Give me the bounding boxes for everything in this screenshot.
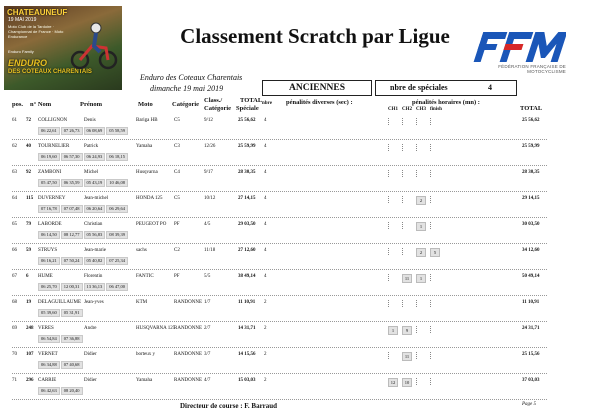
row-nbre: 4 — [264, 118, 267, 123]
header-ch2: CH2 — [402, 107, 412, 112]
row-pos: 68 — [12, 300, 17, 305]
row-moto: Yamaha — [136, 378, 153, 383]
row-lastname: LABORDE — [38, 222, 62, 227]
lap-time: 06 19,60 — [38, 153, 60, 161]
lap-times — [38, 257, 129, 264]
row-firstname: Christian — [84, 222, 103, 227]
row-moto: HUSQVARNA 125 — [136, 326, 176, 331]
row-pen-ch3: 2 — [416, 248, 426, 257]
header-category: Catégorie — [172, 101, 200, 108]
event-date: dimanche 19 mai 2019 — [150, 84, 224, 93]
row-pen-ch1 — [388, 170, 397, 177]
row-total: 25 59,99 — [522, 144, 540, 149]
lap-time: 06 29,64 — [106, 205, 128, 213]
row-pen-ch1: 12 — [388, 378, 398, 387]
table-row — [12, 297, 547, 322]
row-nbre: 2 — [264, 378, 267, 383]
row-class: 9/12 — [204, 118, 213, 123]
event-name: Enduro des Coteaux Charentais — [140, 73, 243, 82]
row-moto: Husqvarna — [136, 170, 158, 175]
row-firstname: Andre — [84, 326, 97, 331]
header-name: n° Nom — [30, 101, 52, 108]
lap-times — [38, 153, 129, 160]
lap-time: 08 39,39 — [106, 231, 128, 239]
row-total-special: 27 14,15 — [238, 196, 256, 201]
row-total: 30 03,50 — [522, 222, 540, 227]
specials-count: 4 — [488, 83, 492, 92]
lap-time: 06 47,00 — [106, 283, 128, 291]
row-pen-ch3: 1 — [416, 274, 426, 283]
row-pen-ch1 — [388, 352, 397, 359]
lap-time: 10 46,08 — [106, 179, 128, 187]
row-total-special: 38 49,14 — [238, 274, 256, 279]
row-category: RANDONNE — [174, 352, 203, 357]
row-pen-ch2 — [402, 118, 411, 125]
row-firstname: Denis — [84, 118, 96, 123]
row-total-special: 11 10,91 — [238, 300, 256, 305]
row-class: 4/7 — [204, 378, 211, 383]
header-finish: finish — [430, 107, 442, 112]
poster-line4: Enduro Family — [8, 49, 34, 54]
row-pos: 63 — [12, 170, 17, 175]
lap-time: 07 26,73 — [61, 127, 83, 135]
row-category: C5 — [174, 196, 180, 201]
row-moto: FANTIC — [136, 274, 154, 279]
header-moto: Moto — [138, 101, 153, 108]
row-firstname: Florentin — [84, 274, 103, 279]
row-pen-ch3 — [416, 170, 425, 177]
lap-time: 06 24,93 — [84, 153, 106, 161]
poster-line2: 19 MAI 2019 — [8, 17, 37, 23]
row-total: 29 14,15 — [522, 196, 540, 201]
row-class: 9/17 — [204, 170, 213, 175]
lap-time: 05 40,82 — [84, 257, 106, 265]
row-number: 19 — [26, 300, 31, 305]
header-class-top: Class./ — [204, 97, 223, 104]
lap-time: 05 39,60 — [38, 309, 60, 317]
lap-time: 06 20,64 — [84, 205, 106, 213]
lap-time: 08 12,77 — [61, 231, 83, 239]
row-number: 72 — [26, 118, 31, 123]
table-row — [12, 375, 547, 400]
row-nbre: 4 — [264, 144, 267, 149]
header-pen-hor: pénalités horaires (mn) : — [412, 99, 480, 106]
row-lastname: DUVERNEY — [38, 196, 66, 201]
row-pen-ch3 — [416, 118, 425, 125]
row-category: C3 — [174, 144, 180, 149]
header-total: TOTAL — [520, 105, 543, 112]
lap-times — [38, 309, 84, 316]
row-moto: HONDA 125 — [136, 196, 163, 201]
lap-time: 05 47,50 — [38, 179, 60, 187]
row-pen-ch2: 10 — [402, 378, 412, 387]
row-number: 40 — [26, 144, 31, 149]
row-class: 3/7 — [204, 352, 211, 357]
row-number: 92 — [26, 170, 31, 175]
page-title: Classement Scratch par Ligue — [180, 24, 450, 48]
row-total-special: 28 30,35 — [238, 170, 256, 175]
row-pen-ch3 — [416, 378, 425, 385]
row-category: C2 — [174, 248, 180, 253]
row-number: 115 — [26, 196, 34, 201]
row-nbre: 4 — [264, 248, 267, 253]
row-pen-finish: 5 — [430, 248, 440, 257]
lap-time: 06 08,69 — [84, 127, 106, 135]
row-class: 10/12 — [204, 196, 216, 201]
lap-time: 05 58,59 — [106, 127, 128, 135]
event-poster — [4, 6, 122, 90]
row-moto: Bariga HB — [136, 118, 158, 123]
lap-time: 07 40,68 — [61, 361, 83, 369]
table-row — [12, 349, 547, 374]
row-pos: 66 — [12, 248, 17, 253]
row-category: RANDONNE — [174, 300, 203, 305]
poster-line1: CHATEAUNEUF — [7, 8, 68, 17]
row-pen-finish — [430, 300, 439, 307]
row-number: 248 — [26, 326, 34, 331]
row-class: 12/26 — [204, 144, 216, 149]
row-pos: 70 — [12, 352, 17, 357]
row-lastname: ZAMBONI — [38, 170, 62, 175]
lap-times — [38, 387, 84, 394]
lap-time: 06 34,88 — [38, 361, 60, 369]
lap-time: 07 07,48 — [61, 205, 83, 213]
row-moto: Yamaha — [136, 144, 153, 149]
row-pos: 67 — [12, 274, 17, 279]
row-total: 37 03,03 — [522, 378, 540, 383]
row-pen-ch2: 11 — [402, 352, 412, 361]
row-pen-ch2 — [402, 248, 411, 255]
row-pen-finish — [430, 222, 439, 229]
row-pen-finish — [430, 196, 439, 203]
row-number: 59 — [26, 248, 31, 253]
motorcycle-rider-icon — [68, 16, 118, 71]
lap-times — [38, 283, 129, 290]
header-ch3: CH3 — [416, 107, 426, 112]
lap-time: 06 14,50 — [38, 231, 60, 239]
table-row — [12, 167, 547, 192]
row-pen-ch2 — [402, 170, 411, 177]
specials-label: nbre de spéciales — [390, 83, 448, 92]
row-total: 25 56,62 — [522, 118, 540, 123]
lap-time: 06 18,15 — [106, 153, 128, 161]
lap-time: 06 42,63 — [38, 387, 60, 395]
lap-time: 07 25,34 — [106, 257, 128, 265]
row-pen-ch2: 11 — [402, 274, 412, 283]
row-number: 79 — [26, 222, 31, 227]
row-total-special: 14 31,71 — [238, 326, 256, 331]
table-row — [12, 141, 547, 166]
row-nbre: 2 — [264, 300, 267, 305]
row-class: 1/7 — [204, 300, 211, 305]
row-total-special: 29 03,50 — [238, 222, 256, 227]
row-moto: sachs — [136, 248, 147, 253]
row-pen-ch2: 9 — [402, 326, 412, 335]
row-pen-ch2 — [402, 196, 411, 203]
row-pen-ch1 — [388, 248, 397, 255]
header-pos: pos. — [12, 101, 24, 108]
row-pen-ch3 — [416, 144, 425, 151]
table-row — [12, 245, 547, 270]
lap-time: 07 16,78 — [38, 205, 60, 213]
table-row — [12, 193, 547, 218]
ffm-logo-icon — [470, 30, 566, 64]
row-pos: 71 — [12, 378, 17, 383]
row-lastname: CARRIE — [38, 378, 57, 383]
page-number: Page 5 — [522, 402, 537, 407]
table-row — [12, 323, 547, 348]
row-pos: 64 — [12, 196, 17, 201]
lap-time: 08 20,40 — [61, 387, 83, 395]
row-category: PF — [174, 222, 180, 227]
row-pen-ch1 — [388, 144, 397, 151]
row-category: C4 — [174, 170, 180, 175]
row-firstname: Jean-michel — [84, 196, 109, 201]
race-director: Directeur de course : F. Barraud — [180, 402, 278, 410]
row-total: 34 12,60 — [522, 248, 540, 253]
row-pen-ch1 — [388, 300, 397, 307]
table-row — [12, 219, 547, 244]
row-nbre: 2 — [264, 352, 267, 357]
row-pen-ch2 — [402, 144, 411, 151]
header-pen-div: pénalités diverses (sec) : — [286, 99, 353, 106]
lap-times — [38, 335, 84, 342]
lap-times — [38, 205, 129, 212]
row-class: 11/18 — [204, 248, 216, 253]
row-pen-ch1 — [388, 222, 397, 229]
row-pen-ch3: 2 — [416, 196, 426, 205]
row-pen-ch3 — [416, 326, 425, 333]
lap-time: 06 22,61 — [38, 127, 60, 135]
row-lastname: HUME — [38, 274, 53, 279]
row-nbre: 4 — [264, 196, 267, 201]
lap-time: 06 54,84 — [38, 335, 60, 343]
row-pen-finish — [430, 274, 439, 281]
table-row — [12, 271, 547, 296]
row-pen-ch1: 1 — [388, 326, 398, 335]
lap-times — [38, 361, 84, 368]
header-total-bottom: Spéciale — [236, 105, 259, 112]
row-nbre: 4 — [264, 274, 267, 279]
row-number: 107 — [26, 352, 34, 357]
row-total: 50 49,14 — [522, 274, 540, 279]
row-nbre: 2 — [264, 326, 267, 331]
lap-time: 05 56,83 — [84, 231, 106, 239]
row-pos: 65 — [12, 222, 17, 227]
row-firstname: Didier — [84, 378, 97, 383]
header-nbre: nbre — [262, 101, 272, 106]
lap-times — [38, 179, 129, 186]
lap-time: 05 43,19 — [84, 179, 106, 187]
row-pen-finish — [430, 352, 439, 359]
row-lastname: COLLIGNON — [38, 118, 68, 123]
row-lastname: VERNET — [38, 352, 58, 357]
row-pen-finish — [430, 326, 439, 333]
row-category: RANDONNE — [174, 326, 203, 331]
row-class: 2/7 — [204, 326, 211, 331]
lap-times — [38, 127, 129, 134]
row-nbre: 4 — [264, 170, 267, 175]
row-category: RANDONNE — [174, 378, 203, 383]
row-pen-ch3 — [416, 352, 425, 359]
row-pen-ch3 — [416, 300, 425, 307]
row-total: 24 31,71 — [522, 326, 540, 331]
row-total-special: 14 15,56 — [238, 352, 256, 357]
row-firstname: Patrick — [84, 144, 99, 149]
row-number: 296 — [26, 378, 34, 383]
row-class: 5/5 — [204, 274, 211, 279]
lap-times — [38, 231, 129, 238]
lap-time: 13 36,13 — [84, 283, 106, 291]
row-category: PF — [174, 274, 180, 279]
row-pen-finish — [430, 378, 439, 385]
row-pen-finish — [430, 144, 439, 151]
row-class: 4/5 — [204, 222, 211, 227]
lap-time: 06 57,30 — [61, 153, 83, 161]
poster-line6: DES COTEAUX CHARENTAIS — [8, 69, 92, 75]
lap-time: 06 16,21 — [38, 257, 60, 265]
row-pen-ch1 — [388, 274, 397, 281]
specials-box — [375, 80, 517, 96]
lap-time: 06 25,70 — [38, 283, 60, 291]
row-total-special: 25 56,62 — [238, 118, 256, 123]
row-pen-ch1 — [388, 196, 397, 203]
row-pos: 61 — [12, 118, 17, 123]
header-firstname: Prénom — [80, 101, 103, 108]
row-pen-ch2 — [402, 222, 411, 229]
row-pos: 69 — [12, 326, 17, 331]
row-lastname: DELAGUILLAUME — [38, 300, 82, 305]
ffm-logo — [470, 30, 566, 74]
lap-time: 07 50,24 — [61, 257, 83, 265]
category-title: ANCIENNES — [262, 80, 372, 96]
row-firstname: Jean-yves — [84, 300, 104, 305]
row-total: 11 10,91 — [522, 300, 540, 305]
row-moto: PEUGEOT PO — [136, 222, 167, 227]
row-pen-ch3: 1 — [416, 222, 426, 231]
row-moto: KTM — [136, 300, 148, 305]
lap-time: 05 31,91 — [61, 309, 83, 317]
row-pen-ch1 — [388, 118, 397, 125]
row-moto: borteux y — [136, 352, 156, 357]
header-total-top: TOTAL — [240, 97, 263, 104]
lap-time: 06 35,59 — [61, 179, 83, 187]
row-total-special: 25 59,99 — [238, 144, 256, 149]
row-total: 25 15,56 — [522, 352, 540, 357]
row-total-special: 15 03,03 — [238, 378, 256, 383]
row-lastname: TOURNELIER — [38, 144, 70, 149]
row-nbre: 4 — [264, 222, 267, 227]
row-number: 6 — [26, 274, 29, 279]
ffm-caption: FÉDÉRATION FRANÇAISE DE MOTOCYCLISME — [498, 64, 566, 74]
row-lastname: STRUYS — [38, 248, 58, 253]
row-firstname: Didier — [84, 352, 97, 357]
lap-time: 07 36,88 — [61, 335, 83, 343]
row-total: 28 30,35 — [522, 170, 540, 175]
lap-time: 12 00,31 — [61, 283, 83, 291]
header-class-bottom: Catégorie — [204, 105, 232, 112]
table-row — [12, 115, 547, 140]
row-firstname: Michel — [84, 170, 99, 175]
poster-line3: Moto Club de la Tardoire · Championnat de France · Moto Endurance — [8, 24, 64, 39]
row-pen-finish — [430, 118, 439, 125]
row-firstname: Jean-marie — [84, 248, 106, 253]
row-total-special: 27 12,60 — [238, 248, 256, 253]
poster-line5: ENDURO — [8, 58, 48, 68]
row-pos: 62 — [12, 144, 17, 149]
row-pen-ch2 — [402, 300, 411, 307]
row-category: C5 — [174, 118, 180, 123]
row-lastname: VERES — [38, 326, 54, 331]
row-pen-finish — [430, 170, 439, 177]
header-ch1: CH1 — [388, 107, 398, 112]
